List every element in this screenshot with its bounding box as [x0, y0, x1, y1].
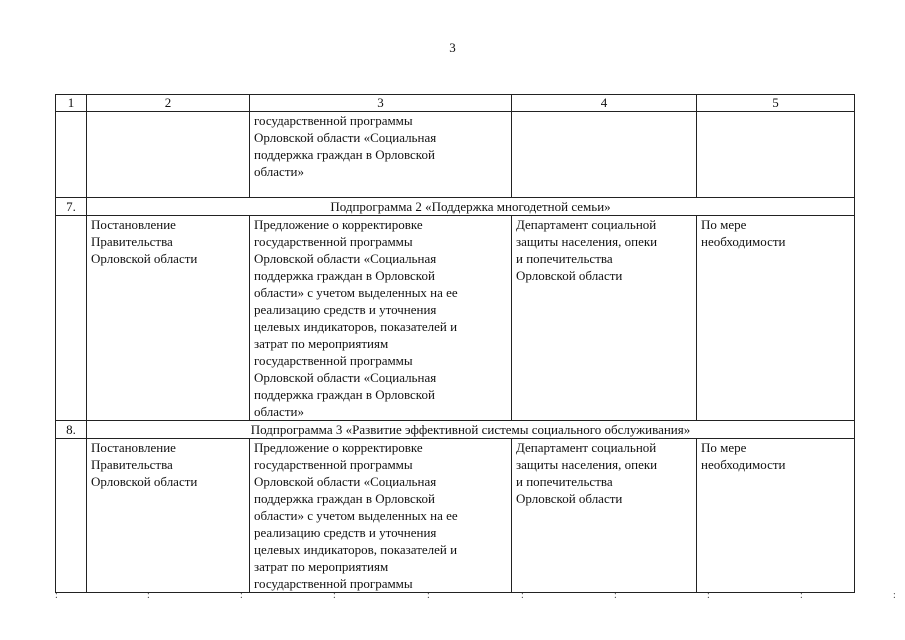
continuation-content: государственной программы Орловской области «Социальная поддержка граждан в Орловской области» — [250, 112, 512, 198]
header-cell-5: 5 — [697, 95, 855, 112]
scan-mark: : — [55, 590, 58, 601]
document-table — [55, 94, 855, 593]
empty-number-cell — [56, 439, 87, 593]
executor-cell: Департамент социальной защиты населения, опеки и попечительства Орловской области — [512, 439, 697, 593]
scan-mark: : — [147, 590, 150, 601]
continuation-col1 — [56, 112, 87, 198]
deadline-cell: По мере необходимости — [697, 216, 855, 421]
continuation-col5 — [697, 112, 855, 198]
scan-mark: : — [893, 590, 896, 601]
document-type-cell: Постановление Правительства Орловской области — [87, 439, 250, 593]
scan-mark: : — [427, 590, 430, 601]
scan-mark: : — [800, 590, 803, 601]
deadline-cell: По мере необходимости — [697, 439, 855, 593]
row-number: 7. — [56, 198, 87, 216]
scan-mark: : — [707, 590, 710, 601]
subprogram-title: Подпрограмма 3 «Развитие эффективной системы социального обслуживания» — [87, 421, 855, 439]
page-number: 3 — [449, 40, 456, 55]
scan-mark: : — [333, 590, 336, 601]
header-cell-3: 3 — [250, 95, 512, 112]
header-cell-1: 1 — [56, 95, 87, 112]
header-cell-4: 4 — [512, 95, 697, 112]
empty-number-cell — [56, 216, 87, 421]
executor-cell: Департамент социальной защиты населения, опеки и попечительства Орловской области — [512, 216, 697, 421]
subprogram-title: Подпрограмма 2 «Поддержка многодетной семьи» — [87, 198, 855, 216]
table-header-row — [56, 95, 855, 112]
table-row — [56, 216, 855, 421]
scan-mark: : — [614, 590, 617, 601]
row-number: 8. — [56, 421, 87, 439]
scan-mark: : — [240, 590, 243, 601]
content-cell: Предложение о корректировке государственной программы Орловской области «Социальная поддержка граждан в Орловской области» с учетом выделенных на ее реализацию средств и уточнения целевых индикаторов, показателей и затрат по мероприятиям государственной программы — [250, 439, 512, 593]
document-type-cell: Постановление Правительства Орловской области — [87, 216, 250, 421]
continuation-row — [56, 112, 855, 198]
content-cell: Предложение о корректировке государственной программы Орловской области «Социальная поддержка граждан в Орловской области» с учетом выделенных на ее реализацию средств и уточнения целевых индикаторов, показателей и затрат по мероприятиям государственной программы Орловской области «Социальная поддержка граждан в Орловской области» — [250, 216, 512, 421]
footer-scan-marks — [0, 590, 905, 610]
scan-mark: : — [521, 590, 524, 601]
continuation-col4 — [512, 112, 697, 198]
table-row — [56, 439, 855, 593]
header-cell-2: 2 — [87, 95, 250, 112]
continuation-col2 — [87, 112, 250, 198]
subprogram-heading-row — [56, 421, 855, 439]
subprogram-heading-row — [56, 198, 855, 216]
